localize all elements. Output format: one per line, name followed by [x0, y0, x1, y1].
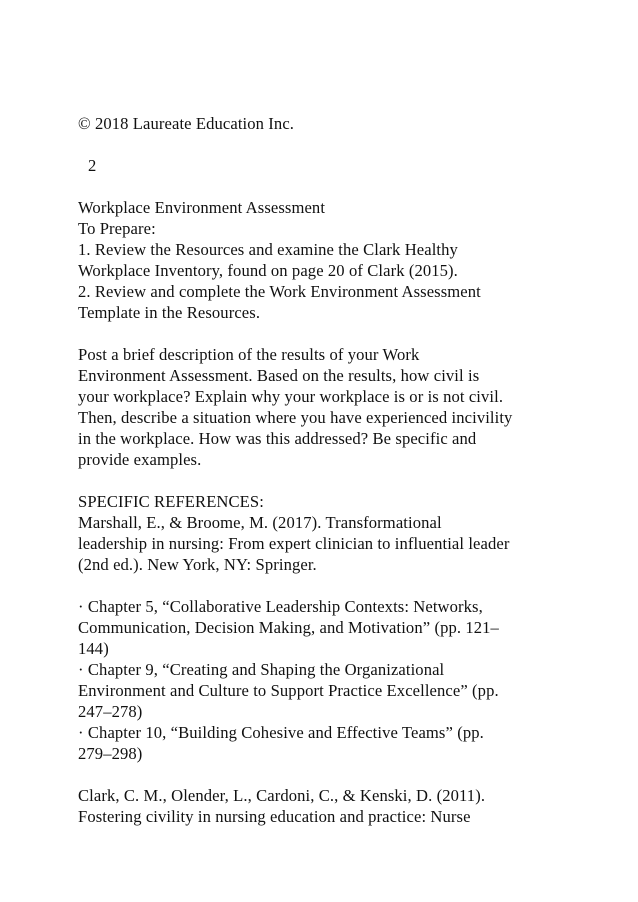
post-instructions-line: in the workplace. How was this addressed? Be specific and — [78, 429, 477, 448]
chapter-line: Environment and Culture to Support Practice Excellence” (pp. — [78, 681, 499, 700]
post-instructions-line: Post a brief description of the results of your Work — [78, 345, 420, 364]
copyright-notice: © 2018 Laureate Education Inc. — [78, 114, 295, 133]
document-body — [78, 113, 623, 827]
reference-line: Fostering civility in nursing education and practice: Nurse — [78, 807, 471, 826]
chapter-line: · Chapter 9, “Creating and Shaping the Organizational — [78, 660, 445, 679]
post-instructions-line: provide examples. — [78, 450, 202, 469]
chapter-line: 144) — [78, 639, 109, 658]
blank-line — [78, 764, 623, 785]
blank-line — [78, 470, 623, 491]
prepare-line: 2. Review and complete the Work Environment Assessment — [78, 282, 481, 301]
blank-line — [78, 134, 623, 155]
document-title: Workplace Environment Assessment — [78, 198, 326, 217]
post-instructions-line: Then, describe a situation where you have experienced incivility — [78, 408, 513, 427]
references-heading: SPECIFIC REFERENCES: — [78, 492, 264, 511]
chapter-line: · Chapter 5, “Collaborative Leadership Contexts: Networks, — [78, 597, 483, 616]
prepare-line: 1. Review the Resources and examine the Clark Healthy — [78, 240, 458, 259]
chapter-line: 279–298) — [78, 744, 143, 763]
blank-line — [78, 323, 623, 344]
prepare-line: Workplace Inventory, found on page 20 of Clark (2015). — [78, 261, 458, 280]
blank-line — [78, 575, 623, 596]
post-instructions-line: Environment Assessment. Based on the results, how civil is — [78, 366, 480, 385]
page-number: 2 — [88, 156, 97, 175]
reference-line: Marshall, E., & Broome, M. (2017). Transformational — [78, 513, 442, 532]
reference-line: (2nd ed.). New York, NY: Springer. — [78, 555, 317, 574]
reference-line: leadership in nursing: From expert clinician to influential leader — [78, 534, 510, 553]
chapter-line: Communication, Decision Making, and Motivation” (pp. 121– — [78, 618, 499, 637]
prepare-heading: To Prepare: — [78, 219, 156, 238]
blank-line — [78, 176, 623, 197]
reference-line: Clark, C. M., Olender, L., Cardoni, C., & Kenski, D. (2011). — [78, 786, 486, 805]
chapter-line: 247–278) — [78, 702, 143, 721]
post-instructions-line: your workplace? Explain why your workplace is or is not civil. — [78, 387, 504, 406]
prepare-line: Template in the Resources. — [78, 303, 261, 322]
chapter-line: · Chapter 10, “Building Cohesive and Effective Teams” (pp. — [78, 723, 484, 742]
